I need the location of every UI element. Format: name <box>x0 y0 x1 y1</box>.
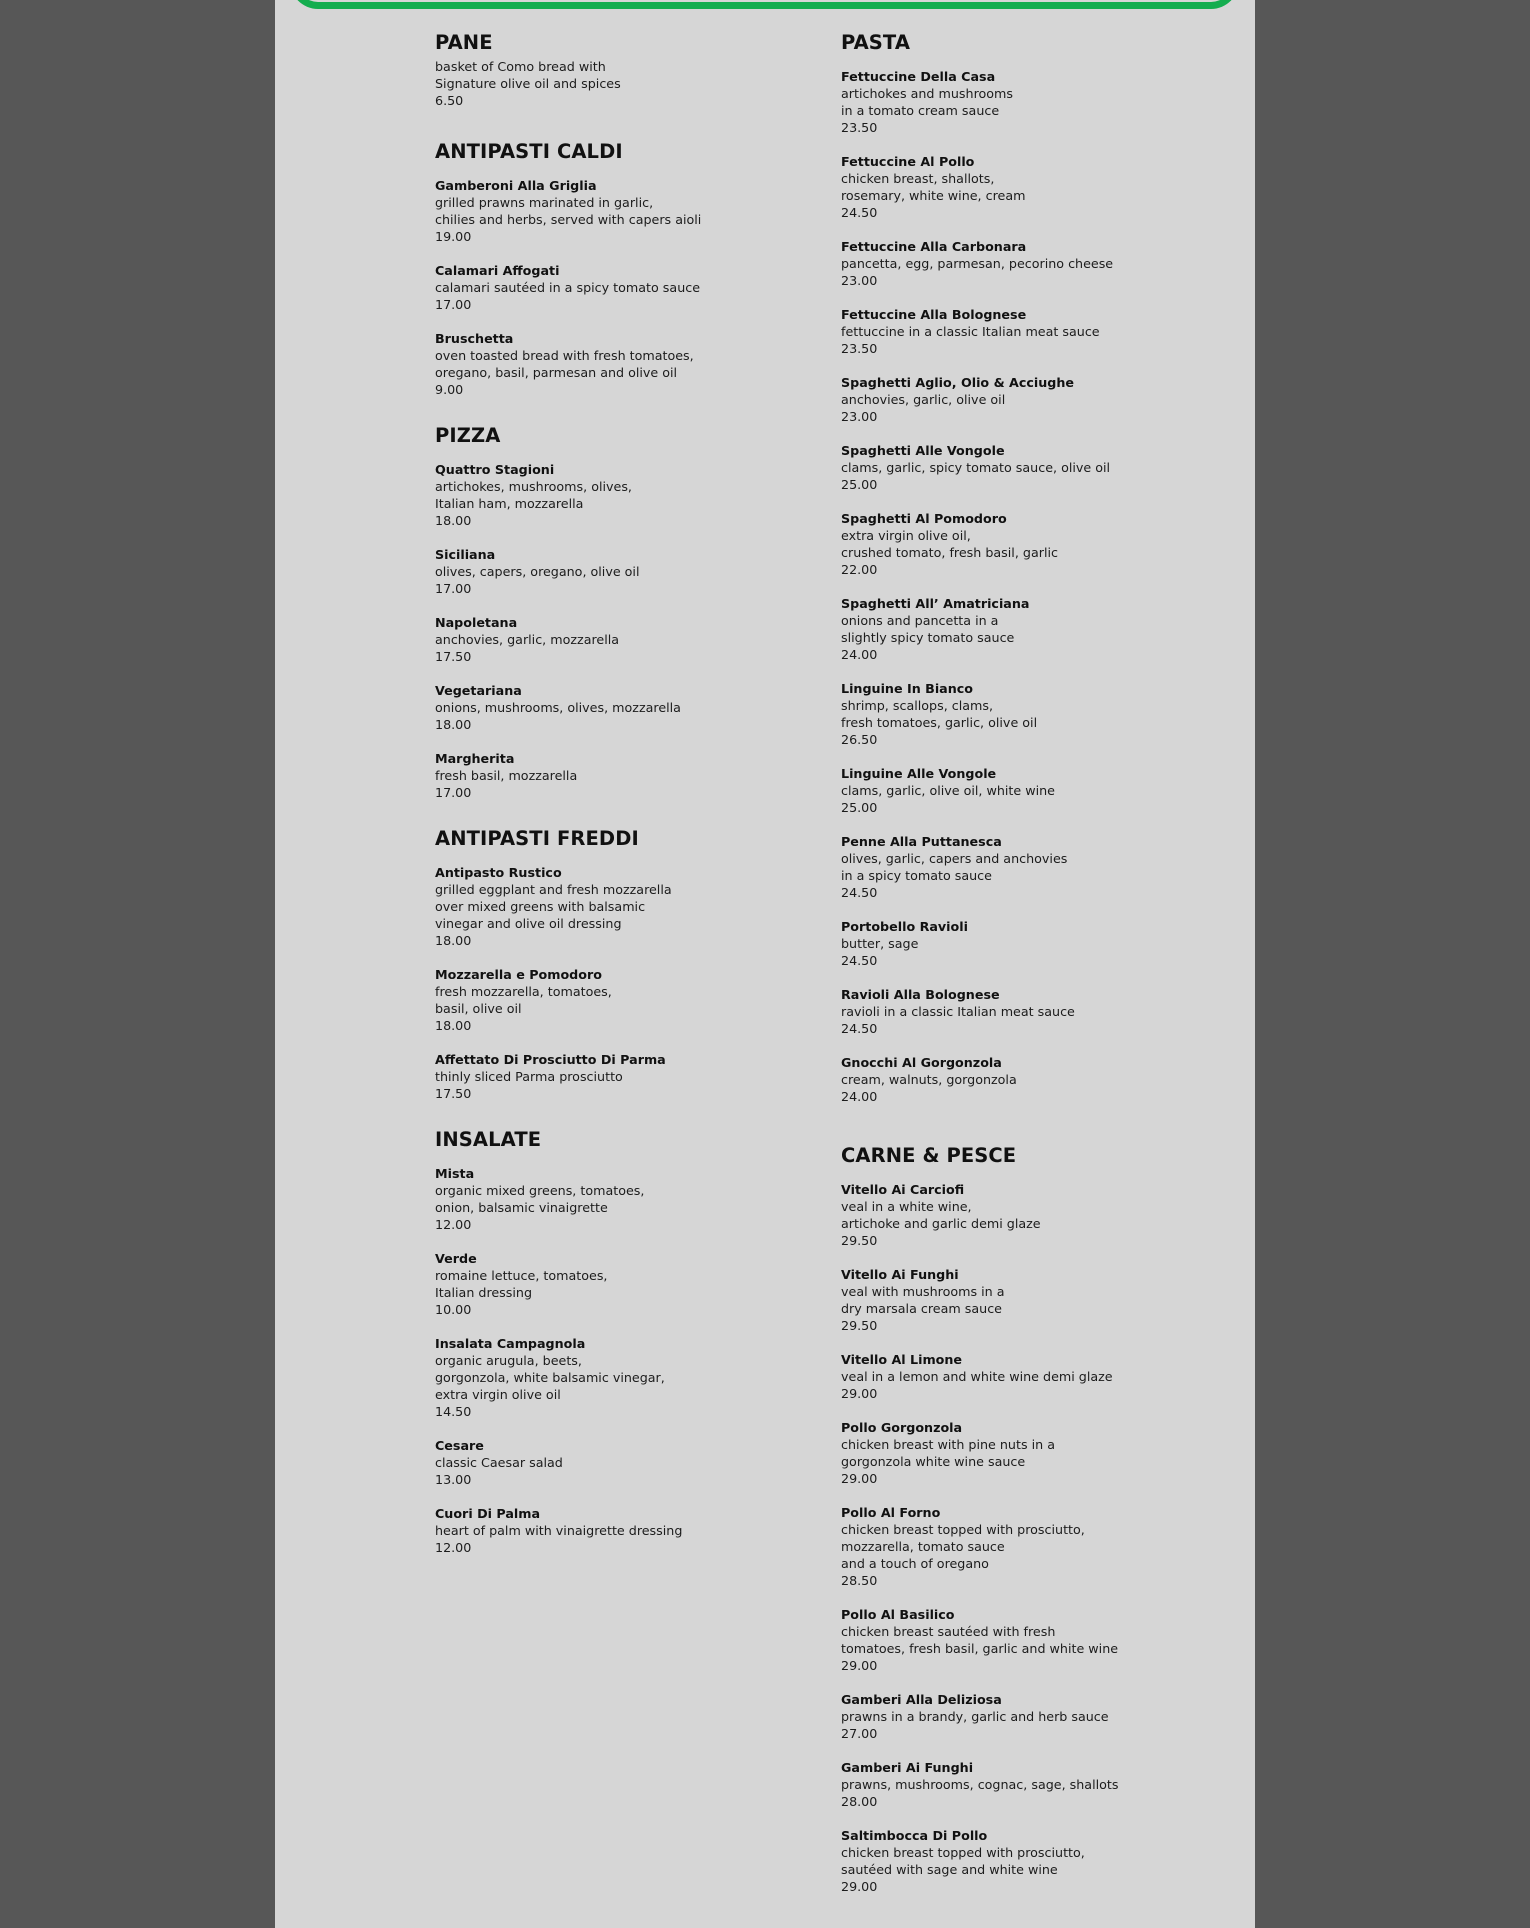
menu-item <box>841 833 1221 901</box>
item-price: 24.50 <box>841 953 878 968</box>
menu-item <box>435 1250 815 1318</box>
item-description: organic arugula, beets, gorgonzola, white balsamic vinegar, extra virgin olive oil <box>435 1353 665 1402</box>
item-name: Fettuccine Alla Carbonara <box>841 239 1027 254</box>
item-name: Gnocchi Al Gorgonzola <box>841 1055 1002 1070</box>
menu-item <box>435 864 815 949</box>
item-description: organic mixed greens, tomatoes, onion, balsamic vinaigrette <box>435 1183 645 1215</box>
item-price: 9.00 <box>435 382 464 397</box>
item-description: anchovies, garlic, mozzarella <box>435 632 620 647</box>
item-name: Spaghetti Aglio, Olio & Acciughe <box>841 375 1075 390</box>
item-name: Pollo Al Basilico <box>841 1607 955 1622</box>
item-description: fettuccine in a classic Italian meat sauce <box>841 324 1100 339</box>
item-name: Cuori Di Palma <box>435 1506 541 1521</box>
item-description: fresh mozzarella, tomatoes, basil, olive oil <box>435 984 612 1016</box>
item-description: prawns in a brandy, garlic and herb sauce <box>841 1709 1109 1724</box>
item-price: 28.00 <box>841 1794 878 1809</box>
item-name: Bruschetta <box>435 331 514 346</box>
item-description: fresh basil, mozzarella <box>435 768 578 783</box>
item-description: shrimp, scallops, clams, fresh tomatoes, garlic, olive oil <box>841 698 1038 730</box>
item-name: Gamberi Ai Funghi <box>841 1760 974 1775</box>
item-price: 29.00 <box>841 1471 878 1486</box>
item-price: 23.00 <box>841 409 878 424</box>
item-description: grilled prawns marinated in garlic, chilies and herbs, served with capers aioli <box>435 195 702 227</box>
item-name: Saltimbocca Di Pollo <box>841 1828 988 1843</box>
item-name: Vitello Al Limone <box>841 1352 963 1367</box>
menu-item <box>435 1505 815 1556</box>
menu-item <box>435 966 815 1034</box>
item-price: 12.00 <box>435 1217 472 1232</box>
item-description: anchovies, garlic, olive oil <box>841 392 1006 407</box>
item-description: veal in a lemon and white wine demi glaze <box>841 1369 1113 1384</box>
menu-item <box>841 680 1221 748</box>
menu-item <box>435 58 815 109</box>
menu-item <box>841 306 1221 357</box>
menu-item <box>435 262 815 313</box>
item-price: 25.00 <box>841 800 878 815</box>
menu-section <box>841 1144 1221 1895</box>
item-price: 17.00 <box>435 297 472 312</box>
menu-item <box>435 1437 815 1488</box>
item-description: chicken breast topped with prosciutto, sautéed with sage and white wine <box>841 1845 1085 1877</box>
item-name: Linguine Alle Vongole <box>841 766 997 781</box>
menu-section <box>435 1128 815 1556</box>
item-name: Napoletana <box>435 615 518 630</box>
item-description: artichokes and mushrooms in a tomato cream sauce <box>841 86 1013 118</box>
item-name: Pollo Al Forno <box>841 1505 941 1520</box>
item-name: Siciliana <box>435 547 496 562</box>
item-price: 22.00 <box>841 562 878 577</box>
menu-item <box>841 918 1221 969</box>
item-description: classic Caesar salad <box>435 1455 563 1470</box>
item-price: 23.50 <box>841 341 878 356</box>
item-description: veal with mushrooms in a dry marsala cream sauce <box>841 1284 1005 1316</box>
section-title: PIZZA <box>435 424 501 447</box>
item-description: prawns, mushrooms, cognac, sage, shallots <box>841 1777 1119 1792</box>
item-name: Affettato Di Prosciutto Di Parma <box>435 1052 666 1067</box>
item-name: Pollo Gorgonzola <box>841 1420 963 1435</box>
menu-section <box>435 424 815 801</box>
item-description: heart of palm with vinaigrette dressing <box>435 1523 683 1538</box>
menu-item <box>435 1165 815 1233</box>
menu-section <box>435 140 815 398</box>
item-description: chicken breast with pine nuts in a gorgonzola white wine sauce <box>841 1437 1055 1469</box>
item-price: 26.50 <box>841 732 878 747</box>
item-name: Linguine In Bianco <box>841 681 974 696</box>
item-price: 12.00 <box>435 1540 472 1555</box>
menu-item <box>435 546 815 597</box>
item-price: 17.00 <box>435 581 472 596</box>
menu-section <box>435 827 815 1102</box>
item-price: 27.00 <box>841 1726 878 1741</box>
item-name: Vitello Ai Carciofi <box>841 1182 965 1197</box>
item-price: 18.00 <box>435 1018 472 1033</box>
menu-section <box>841 31 1221 1105</box>
item-price: 18.00 <box>435 933 472 948</box>
item-name: Mozzarella e Pomodoro <box>435 967 602 982</box>
menu-item <box>841 1181 1221 1249</box>
item-price: 24.00 <box>841 1089 878 1104</box>
menu-item <box>435 461 815 529</box>
menu-item <box>841 1759 1221 1810</box>
item-description: calamari sautéed in a spicy tomato sauce <box>435 280 701 295</box>
section-title: ANTIPASTI CALDI <box>435 140 623 163</box>
item-name: Gamberoni Alla Griglia <box>435 178 597 193</box>
item-name: Fettuccine Della Casa <box>841 69 996 84</box>
item-description: butter, sage <box>841 936 919 951</box>
menu-item <box>841 238 1221 289</box>
menu-item <box>841 1266 1221 1334</box>
menu-section <box>435 31 815 109</box>
item-price: 25.00 <box>841 477 878 492</box>
item-description: oven toasted bread with fresh tomatoes, oregano, basil, parmesan and olive oil <box>435 348 694 380</box>
item-description: pancetta, egg, parmesan, pecorino cheese <box>841 256 1114 271</box>
item-description: olives, capers, oregano, olive oil <box>435 564 640 579</box>
item-price: 24.50 <box>841 885 878 900</box>
item-price: 14.50 <box>435 1404 472 1419</box>
item-description: grilled eggplant and fresh mozzarella over mixed greens with balsamic vinegar and olive oil dressing <box>435 882 672 931</box>
item-name: Vegetariana <box>435 683 522 698</box>
item-price: 17.50 <box>435 649 472 664</box>
item-price: 29.00 <box>841 1879 878 1894</box>
item-price: 18.00 <box>435 513 472 528</box>
menu-item <box>435 614 815 665</box>
menu-item <box>841 595 1221 663</box>
item-description: cream, walnuts, gorgonzola <box>841 1072 1017 1087</box>
item-description: romaine lettuce, tomatoes, Italian dressing <box>435 1268 608 1300</box>
item-price: 29.00 <box>841 1658 878 1673</box>
item-name: Verde <box>435 1251 477 1266</box>
item-price: 6.50 <box>435 93 464 108</box>
item-description: veal in a white wine, artichoke and garlic demi glaze <box>841 1199 1041 1231</box>
item-name: Calamari Affogati <box>435 263 560 278</box>
menu-item <box>841 510 1221 578</box>
item-name: Fettuccine Al Pollo <box>841 154 975 169</box>
item-name: Spaghetti Al Pomodoro <box>841 511 1007 526</box>
item-description: basket of Como bread with Signature olive oil and spices <box>435 59 621 91</box>
section-title: PASTA <box>841 31 911 54</box>
menu-item <box>841 1827 1221 1895</box>
item-name: Mista <box>435 1166 475 1181</box>
item-price: 24.50 <box>841 205 878 220</box>
item-price: 29.50 <box>841 1233 878 1248</box>
section-title: ANTIPASTI FREDDI <box>435 827 639 850</box>
item-price: 23.50 <box>841 120 878 135</box>
menu-item <box>841 1054 1221 1105</box>
item-price: 10.00 <box>435 1302 472 1317</box>
item-price: 13.00 <box>435 1472 472 1487</box>
section-title: INSALATE <box>435 1128 542 1151</box>
menu-item <box>841 68 1221 136</box>
item-price: 17.00 <box>435 785 472 800</box>
menu-item <box>841 1606 1221 1674</box>
item-name: Fettuccine Alla Bolognese <box>841 307 1027 322</box>
item-description: olives, garlic, capers and anchovies in a spicy tomato sauce <box>841 851 1068 883</box>
item-price: 17.50 <box>435 1086 472 1101</box>
item-price: 24.50 <box>841 1021 878 1036</box>
item-name: Spaghetti Alle Vongole <box>841 443 1005 458</box>
item-name: Antipasto Rustico <box>435 865 562 880</box>
item-price: 18.00 <box>435 717 472 732</box>
menu-item <box>841 765 1221 816</box>
item-name: Vitello Ai Funghi <box>841 1267 959 1282</box>
menu-column-left <box>435 31 815 1582</box>
item-name: Penne Alla Puttanesca <box>841 834 1002 849</box>
menu-item <box>435 750 815 801</box>
menu-item <box>841 1419 1221 1487</box>
menu-item <box>435 177 815 245</box>
item-price: 29.00 <box>841 1386 878 1401</box>
item-price: 19.00 <box>435 229 472 244</box>
item-description: chicken breast sautéed with fresh tomatoes, fresh basil, garlic and white wine <box>841 1624 1119 1656</box>
item-description: chicken breast topped with prosciutto, mozzarella, tomato sauce and a touch of oregano <box>841 1522 1085 1571</box>
item-name: Spaghetti All’ Amatriciana <box>841 596 1030 611</box>
item-price: 28.50 <box>841 1573 878 1588</box>
menu-item <box>841 1351 1221 1402</box>
menu-item <box>435 1051 815 1102</box>
item-name: Cesare <box>435 1438 484 1453</box>
green-frame-border <box>290 0 1239 9</box>
item-description: thinly sliced Parma prosciutto <box>435 1069 623 1084</box>
menu-page <box>275 0 1255 1928</box>
menu-item <box>841 1504 1221 1589</box>
item-description: clams, garlic, spicy tomato sauce, olive oil <box>841 460 1111 475</box>
menu-item <box>435 682 815 733</box>
menu-item <box>841 374 1221 425</box>
item-name: Gamberi Alla Deliziosa <box>841 1692 1002 1707</box>
item-description: chicken breast, shallots, rosemary, white wine, cream <box>841 171 1026 203</box>
menu-item <box>841 442 1221 493</box>
item-price: 24.00 <box>841 647 878 662</box>
section-title: PANE <box>435 31 493 54</box>
menu-item <box>841 1691 1221 1742</box>
item-description: extra virgin olive oil, crushed tomato, fresh basil, garlic <box>841 528 1058 560</box>
item-name: Quattro Stagioni <box>435 462 555 477</box>
menu-column-right <box>841 31 1221 1921</box>
item-description: clams, garlic, olive oil, white wine <box>841 783 1055 798</box>
menu-item <box>841 986 1221 1037</box>
item-name: Portobello Ravioli <box>841 919 968 934</box>
item-description: onions, mushrooms, olives, mozzarella <box>435 700 681 715</box>
item-name: Margherita <box>435 751 515 766</box>
item-price: 29.50 <box>841 1318 878 1333</box>
item-price: 23.00 <box>841 273 878 288</box>
menu-item <box>435 330 815 398</box>
item-name: Insalata Campagnola <box>435 1336 586 1351</box>
item-name: Ravioli Alla Bolognese <box>841 987 1000 1002</box>
item-description: artichokes, mushrooms, olives, Italian ham, mozzarella <box>435 479 632 511</box>
item-description: onions and pancetta in a slightly spicy tomato sauce <box>841 613 1015 645</box>
section-title: CARNE & PESCE <box>841 1144 1017 1167</box>
menu-item <box>841 153 1221 221</box>
item-description: ravioli in a classic Italian meat sauce <box>841 1004 1075 1019</box>
menu-item <box>435 1335 815 1420</box>
